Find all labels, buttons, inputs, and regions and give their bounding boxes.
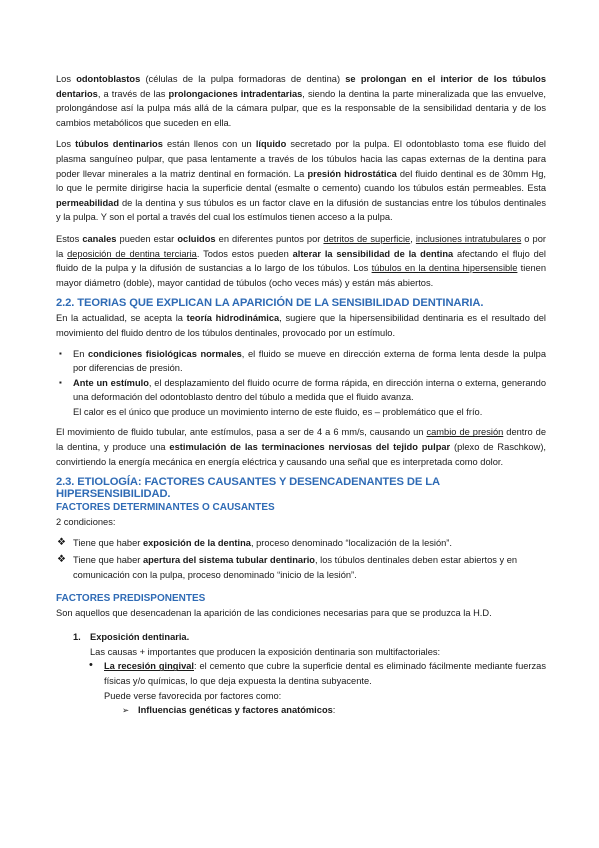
square-bullet-list bbox=[56, 347, 546, 420]
bold-text: líquido bbox=[255, 139, 287, 150]
text: pueden estar bbox=[116, 233, 178, 244]
paragraph-movimiento bbox=[56, 425, 546, 469]
bullet-sub-text: Puede verse favorecida por factores como: bbox=[104, 690, 282, 701]
underlined-text: deposición de dentina terciaria bbox=[67, 248, 197, 259]
numbered-item-1 bbox=[56, 630, 546, 645]
text: de la dentina y sus túbulos es un factor clave en la difusión de sustancias entre los túbulos dentinales y la pulpa. Y son el portal a través del cual los estímulos tienen acceso a la pulpa. bbox=[56, 197, 546, 223]
paragraph-teoria bbox=[56, 311, 546, 340]
text: , bbox=[410, 233, 416, 244]
bold-text: presión hidrostática bbox=[307, 168, 397, 179]
conditions-label: 2 condiciones: bbox=[56, 517, 116, 528]
text: El movimiento de fluido tubular, ante estímulos, pasa a ser de 4 a 6 mm/s, causando un bbox=[56, 427, 427, 438]
list-item bbox=[56, 376, 546, 420]
text: Tiene que haber bbox=[73, 537, 143, 548]
text: Los bbox=[56, 139, 76, 150]
arrow-item-influencias bbox=[56, 703, 546, 718]
underlined-text: cambio de presión bbox=[426, 427, 504, 438]
bold-text: túbulos dentinarios bbox=[75, 139, 163, 150]
arrow-bullet-icon: ➢ bbox=[122, 705, 130, 716]
list-item bbox=[56, 347, 546, 376]
bold-text: se prolongan en el interior de los túbulos dentarios bbox=[56, 74, 547, 99]
paragraph-predisponentes: Son aquellos que desencadenan la aparición de las condiciones necesarias para que se produzca la H.D. bbox=[56, 607, 492, 618]
text: tienen mayor diámetro (doble), mayor cantidad de túbulos (ocho veces más) y están más abiertos. bbox=[56, 263, 547, 288]
bold-text: Influencias genéticas y factores anatómicos bbox=[138, 705, 333, 716]
subheading-determinantes: FACTORES DETERMINANTES O CAUSANTES bbox=[56, 502, 275, 514]
underlined-text: túbulos en la dentina hipersensible bbox=[371, 263, 518, 274]
diamond-bullet-icon: ❖ bbox=[57, 536, 66, 548]
text: dentro de la dentina, y produce una bbox=[56, 427, 546, 453]
bold-text: Exposición dentinaria. bbox=[90, 632, 190, 643]
section-heading-2-3: 2.3. ETIOLOGÍA: FACTORES CAUSANTES Y DESENCADENANTES DE LA HIPERSENSIBILIDAD. bbox=[56, 476, 440, 501]
numbered-item-description: Las causas + importantes que producen la exposición dentinaria son multifactoriales: bbox=[90, 646, 441, 657]
text: , proceso denominado “localización de la lesión”. bbox=[250, 537, 452, 548]
text: en diferentes puntos por bbox=[215, 233, 324, 244]
bold-text: teoría hidrodinámica bbox=[186, 313, 280, 324]
bold-text: ocluidos bbox=[177, 233, 216, 244]
bold-text: exposición de la dentina bbox=[142, 537, 251, 548]
bullet-recesion-gingival bbox=[56, 659, 546, 688]
text: : el cemento que cubre la superficie dental es eliminado fácilmente mediante fuerzas físicas y/o químicas, lo que deja expuesta la dentina subyacente. bbox=[104, 661, 546, 686]
underlined-text: detritos de superficie bbox=[323, 233, 411, 244]
text: o por la bbox=[56, 233, 546, 259]
square-bullet-icon: ▪ bbox=[59, 377, 62, 387]
list-item bbox=[56, 553, 546, 582]
bold-text: condiciones fisiológicas normales bbox=[87, 348, 242, 359]
text: , los túbulos dentinales deben estar abiertos y en comunicación con la pulpa, proceso denominado “inicio de la lesión”. bbox=[73, 555, 518, 581]
diamond-bullet-icon: ❖ bbox=[57, 554, 66, 566]
text: secretado por la pulpa. El odontoblasto toma ese fluido del plasma sanguíneo pulpar, que pasa lentamente a través de los túbulos hacia las capas externas de la dentina para poder llevar minerales a la matriz dentinal en formación. La bbox=[56, 139, 546, 179]
text: (células de la pulpa formadoras de dentina) bbox=[140, 74, 346, 84]
text: Los bbox=[56, 74, 77, 84]
underlined-text: La recesión gingival bbox=[104, 661, 194, 672]
text: están llenos con un bbox=[162, 139, 256, 150]
paragraph-odontoblastos bbox=[56, 72, 546, 130]
bold-text: alterar la sensibilidad de la dentina bbox=[292, 248, 454, 259]
text: , sugiere que la hipersensibilidad dentinaria es el resultado del movimiento del fluido dentro de los túbulos dentinales, provocado por un estímulo. bbox=[56, 313, 546, 338]
bold-text: Ante un estímulo bbox=[73, 377, 149, 388]
number-marker: 1. bbox=[73, 632, 81, 643]
document-page bbox=[56, 72, 546, 718]
bold-text: odontoblastos bbox=[76, 74, 141, 84]
text: (plexo de Raschkow), convirtiendo la energía mecánica en energía eléctrica y causando una señal que es interpretada como dolor. bbox=[56, 442, 546, 467]
text: , el fluido se mueve en dirección externa de forma lenta desde la pulpa por diferencias de presión. bbox=[73, 348, 546, 374]
square-bullet-icon: ▪ bbox=[59, 348, 62, 358]
text: En bbox=[73, 348, 88, 359]
paragraph-canales bbox=[56, 232, 546, 290]
bold-text: canales bbox=[82, 233, 117, 244]
section-heading-2-2: 2.2. TEORIAS QUE EXPLICAN LA APARICIÓN DE LA SENSIBILIDAD DENTINARIA. bbox=[56, 297, 484, 310]
text: En la actualidad, se acepta la bbox=[56, 313, 187, 324]
text: , siendo la dentina la parte mineralizada que las envuelve, prolongándose así la pulpa más allá de la cámara pulpar, que es la responsable de la sensibilidad dentaria y de los cambios metabólicos que suceden en ella. bbox=[56, 88, 546, 128]
subheading-predisponentes: FACTORES PREDISPONENTES bbox=[56, 592, 206, 604]
bold-text: permeabilidad bbox=[56, 197, 120, 208]
bold-text: prolongaciones intradentarias bbox=[168, 88, 303, 99]
text: El calor es el único que produce un movimiento interno de este fluido, es – problemático que el frío. bbox=[73, 406, 483, 417]
text: , el desplazamiento del fluido ocurre de forma rápida, en dirección interna o externa, generando una deformación del odontoblasto dentro del túbulo a medida que el fluido avanza. bbox=[73, 377, 546, 403]
text: : bbox=[332, 705, 336, 716]
underlined-text: inclusiones intratubulares bbox=[415, 233, 522, 244]
paragraph-tubulos bbox=[56, 137, 546, 225]
text: Estos bbox=[56, 233, 83, 244]
diamond-bullet-list bbox=[56, 536, 546, 583]
text: . Todos estos pueden bbox=[196, 248, 293, 259]
bold-text: apertura del sistema tubular dentinario bbox=[142, 555, 315, 566]
text: del fluido dentinal es de 30mm Hg, lo que le permite dirigirse hacia la superficie dental (esmalte o cemento) cuando los túbulos están permeables. Esta bbox=[56, 168, 546, 194]
text: afectando el flujo del fluido de la pulpa y la difusión de sustancias a lo largo de los túbulos. Los bbox=[56, 248, 547, 274]
text: Tiene que haber bbox=[73, 555, 143, 566]
bullet-icon: • bbox=[89, 659, 93, 672]
list-item bbox=[56, 536, 546, 551]
text: , a través de las bbox=[97, 88, 169, 99]
bold-text: estimulación de las terminaciones nerviosas del tejido pulpar bbox=[169, 442, 451, 453]
